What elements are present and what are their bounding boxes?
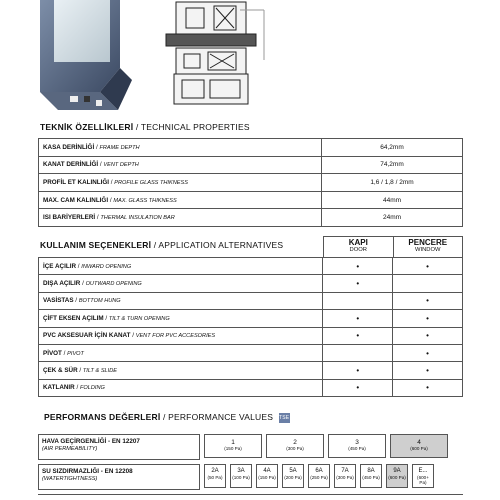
water-class-cell [334,464,356,488]
class-pressure: (300 Pa) [336,474,354,480]
class-code: 3 [355,439,359,446]
air-class-cell [266,434,324,458]
application-row [39,310,463,327]
application-row-label: ÇEK & SÜR / TILT & SLIDE [39,362,323,379]
applications-section-title: KULLANIM SEÇENEKLERİ / APPLICATION ALTERNATIVES [40,240,284,250]
class-pressure: (300 Pa) [286,446,304,452]
application-row [39,362,463,379]
door-mark: • [323,362,393,379]
application-row-label: DIŞA AÇILIR / OUTWARD OPENING [39,275,323,292]
window-mark: • [393,379,463,396]
air-class-cell [328,434,386,458]
applications-table [38,257,463,397]
class-code: 6A [315,468,323,474]
technical-row [39,191,463,209]
class-pressure: (150 Pa) [258,474,276,480]
door-column-header: KAPI DOOR [323,236,393,257]
class-code: E... [418,468,428,474]
class-code: 4A [263,468,271,474]
class-code: 4 [417,439,421,446]
class-pressure: (600+ Pa) [417,474,429,486]
class-pressure: (150 Pa) [224,446,242,452]
technical-row [39,139,463,157]
application-row [39,292,463,309]
class-pressure: (450 Pa) [362,474,380,480]
class-pressure: (50 Pa) [207,474,223,480]
class-pressure: (600 Pa) [410,446,428,452]
door-mark [323,292,393,309]
air-permeability-label: HAVA GEÇİRGENLİĞİ - EN 12207 (AIR PERMEABILITY) [38,434,200,460]
class-pressure: (200 Pa) [284,474,302,480]
application-row-label: KATLANIR / FOLDING [39,379,323,396]
class-pressure: (600 Pa) [388,474,406,480]
water-class-cell [282,464,304,488]
window-mark: • [393,292,463,309]
window-mark: • [393,310,463,327]
application-row-label: İÇE AÇILIR / INWARD OPENING [39,258,323,275]
water-class-cell [360,464,382,488]
technical-row-label: PROFİL ET KALINLIĞI / PROFILE GLASS THIKNESS [39,174,322,192]
window-mark: • [393,327,463,344]
water-class-cell [412,464,434,488]
air-class-cell [204,434,262,458]
application-row [39,379,463,396]
technical-row [39,156,463,174]
technical-row [39,174,463,192]
technical-row [39,209,463,227]
door-mark: • [323,258,393,275]
profile-cross-section [166,2,264,104]
technical-row-value: 1,6 / 1,8 / 2mm [322,174,463,192]
class-code: 9A [393,468,401,474]
class-code: 2 [293,439,297,446]
water-class-cell [308,464,330,488]
water-class-cell [230,464,252,488]
technical-row-label: MAX. CAM KALINLIĞI / MAX. GLASS THIKNESS [39,191,322,209]
performance-section-title: PERFORMANS DEĞERLERİ / PERFORMANCE VALUES TSE [44,412,290,422]
applications-column-headers [323,236,463,257]
application-row-label: ÇİFT EKSEN AÇILIM / TILT & TURN OPENING [39,310,323,327]
technical-row-label: KASA DERİNLİĞİ / FRAME DEPTH [39,139,322,157]
watertightness-label: SU SIZDIRMAZLIĞI - EN 12208 (WATERTIGHTNESS) [38,464,200,490]
air-class-cell [390,434,448,458]
window-mark: • [393,258,463,275]
watertightness-classes [204,464,434,488]
technical-row-value: 44mm [322,191,463,209]
air-permeability-classes [204,434,448,458]
application-row-label: PVC AKSESUAR İÇİN KANAT / VENT FOR PVC ACCESORIES [39,327,323,344]
application-row [39,258,463,275]
class-pressure: (450 Pa) [348,446,366,452]
water-class-cell [256,464,278,488]
tse-badge-icon: TSE [278,414,290,421]
technical-row-label: ISI BARİYERLERİ / THERMAL INSULATION BAR [39,209,322,227]
class-pressure: (100 Pa) [232,474,250,480]
technical-row-value: 74,2mm [322,156,463,174]
application-row [39,275,463,292]
product-illustration [0,0,500,118]
water-class-cell [204,464,226,488]
window-mark [393,275,463,292]
window-frame-photo [40,0,132,110]
door-mark: • [323,275,393,292]
technical-row-label: KANAT DERİNLİĞİ / VENT DEPTH [39,156,322,174]
technical-section-title: TEKNİK ÖZELLİKLERİ / TECHNICAL PROPERTIES [40,122,250,132]
application-row-label: PİVOT / PIVOT [39,344,323,361]
window-mark: • [393,344,463,361]
application-row [39,327,463,344]
class-code: 5A [289,468,297,474]
class-code: 8A [367,468,375,474]
technical-row-value: 64,2mm [322,139,463,157]
application-row-label: VASİSTAS / BOTTOM HUNG [39,292,323,309]
next-performance-row [38,494,463,500]
class-code: 1 [231,439,235,446]
technical-row-value: 24mm [322,209,463,227]
door-mark: • [323,379,393,396]
class-code: 3A [237,468,245,474]
class-code: 2A [211,468,219,474]
application-row [39,344,463,361]
class-code: 7A [341,468,349,474]
class-pressure: (250 Pa) [310,474,328,480]
technical-table [38,138,463,227]
water-class-cell [386,464,408,488]
window-column-header: PENCERE WINDOW [393,236,464,257]
door-mark: • [323,310,393,327]
door-mark [323,344,393,361]
door-mark: • [323,327,393,344]
window-mark: • [393,362,463,379]
